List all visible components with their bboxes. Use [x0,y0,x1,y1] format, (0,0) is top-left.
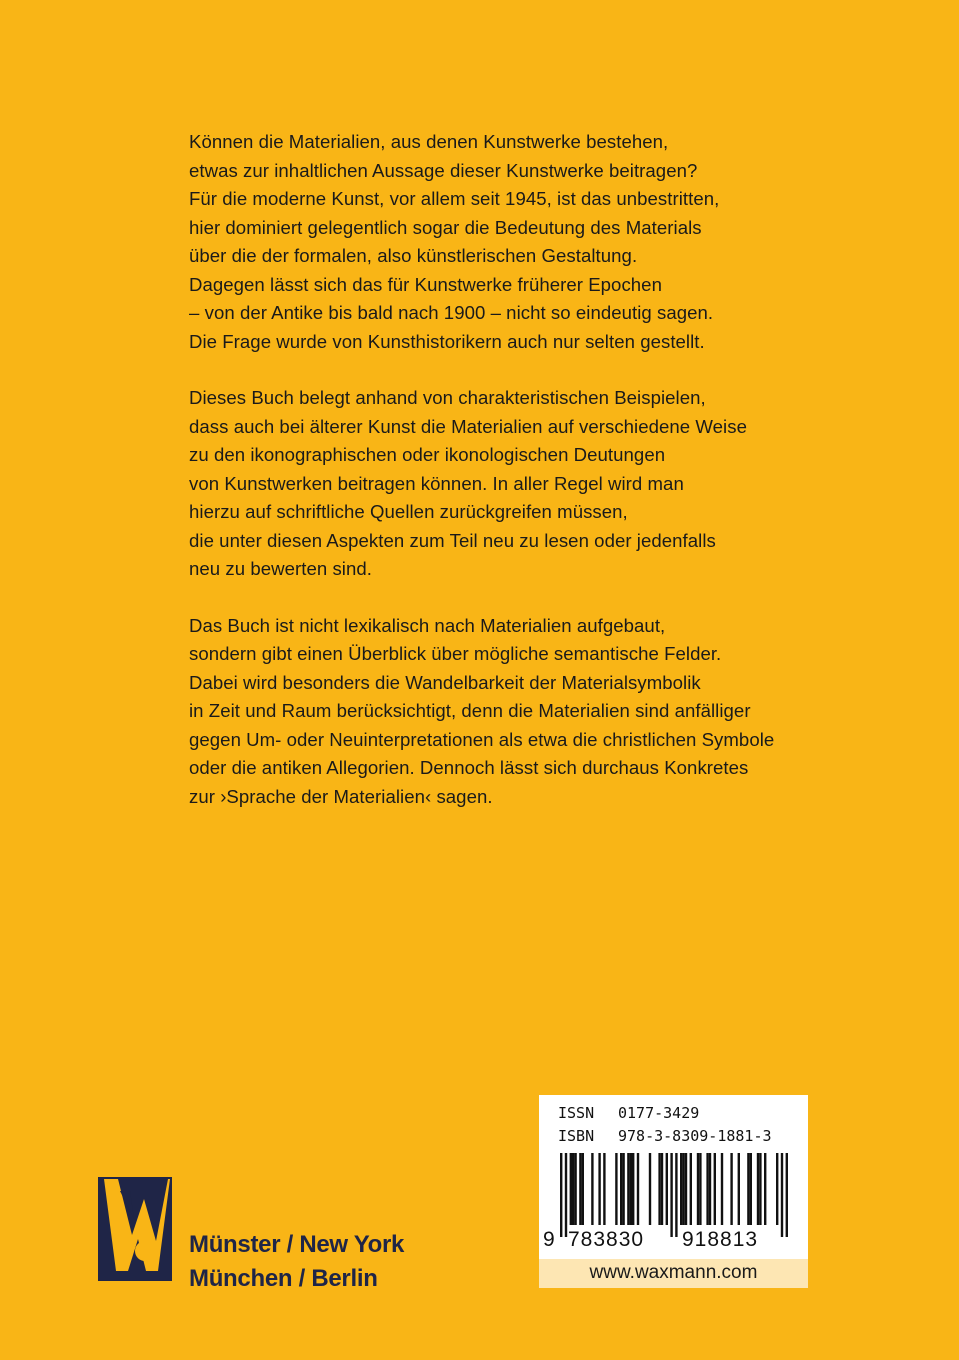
blurb-line: Die Frage wurde von Kunsthistorikern auch nur selten gestellt. [189,330,705,352]
barcode-bar [764,1153,766,1225]
barcode-bar [582,1153,584,1225]
barcode-bar [627,1153,629,1225]
barcode-bar [738,1153,740,1225]
publisher-cities [189,1228,404,1296]
barcode-bar [620,1153,622,1225]
blurb-line: neu zu bewerten sind. [189,558,372,579]
publisher-city-line-1: Münster / New York [189,1231,405,1258]
blurb-paragraph-3 [189,612,829,812]
barcode-bar [685,1153,687,1225]
barcode-bar [759,1153,761,1225]
blurb-line: die unter diesen Aspekten zum Teil neu zu lesen oder jedenfalls [189,529,716,551]
barcode-bar [579,1153,581,1225]
barcode-bar [637,1153,639,1225]
publisher-url: www.waxmann.com [539,1259,808,1288]
barcode-bar [690,1153,692,1225]
barcode-bar [658,1153,660,1225]
barcode-guard-bar [675,1153,677,1237]
barcode-bar [649,1153,651,1225]
barcode-bar [591,1153,593,1225]
barcode-bar [603,1153,605,1225]
blurb-line: von Kunstwerken beitragen können. In aller Regel wird man [189,472,684,494]
issn-line [558,1104,699,1122]
barcode-bar [697,1153,699,1225]
barcode-lead-digit: 9 [543,1228,556,1251]
barcode-bar [572,1153,574,1225]
blurb-line: sondern gibt einen Überblick über mögliche semantische Felder. [189,643,722,664]
back-cover-blurb [189,128,829,839]
barcode-bar [747,1153,749,1225]
barcode-bar [661,1153,663,1225]
barcode-bar [730,1153,732,1225]
blurb-line: oder die antiken Allegorien. Dennoch lässt sich durchaus Konkretes [189,757,749,778]
barcode-digit-group-1: 783830 [568,1228,645,1251]
blurb-line: in Zeit und Raum berücksichtigt, denn die Materialien sind anfälliger [189,700,751,721]
blurb-line: Für die moderne Kunst, vor allem seit 1945, ist das unbestritten, [189,188,720,209]
blurb-line: zu den ikonographischen oder ikonologischen Deutungen [189,444,666,465]
blurb-line: Das Buch ist nicht lexikalisch nach Materialien aufgebaut, [189,614,666,636]
barcode-bar [682,1153,684,1225]
barcode-bar [622,1153,624,1225]
barcode-bar [699,1153,701,1225]
blurb-line: dass auch bei älterer Kunst die Materialien auf verschiedene Weise [189,415,747,437]
isbn-label: ISBN [558,1127,595,1145]
barcode-bar [615,1153,617,1225]
barcode-bar [666,1153,668,1225]
barcode-bar [714,1153,716,1225]
blurb-line: Dagegen lässt sich das für Kunstwerke früherer Epochen [189,273,662,295]
issn-value: 0177-3429 [618,1104,700,1122]
barcode-bar [598,1153,600,1225]
barcode-guard-bar [560,1153,562,1237]
isbn-barcode [554,1153,794,1237]
blurb-line: Dieses Buch belegt anhand von charakteristischen Beispielen, [189,387,706,408]
barcode-bar [709,1153,711,1225]
barcode-digit-group-2: 918813 [682,1228,759,1251]
blurb-line: Können die Materialien, aus denen Kunstwerke bestehen, [189,131,669,152]
barcode-guard-bar [781,1153,783,1237]
barcode-bar [570,1153,572,1225]
blurb-line: – von der Antike bis bald nach 1900 – nicht so eindeutig sagen. [189,302,714,323]
barcode-bar [721,1153,723,1225]
blurb-line: Dabei wird besonders die Wandelbarkeit der Materialsymbolik [189,671,701,693]
barcode-guard-bar [565,1153,567,1237]
blurb-line: gegen Um- oder Neuinterpretationen als etwa die christlichen Symbole [189,728,775,750]
barcode-bar [757,1153,759,1225]
blurb-line: etwas zur inhaltlichen Aussage dieser Kunstwerke beitragen? [189,159,698,181]
publisher-city-line-2: München / Berlin [189,1265,378,1292]
barcode-guard-bar [670,1153,672,1237]
waxmann-w-logo-icon [98,1177,172,1281]
barcode-bar [630,1153,632,1225]
isbn-line [558,1127,772,1145]
barcode-bar [632,1153,634,1225]
barcode-bar [574,1153,576,1225]
blurb-line: hier dominiert gelegentlich sogar die Bedeutung des Materials [189,216,702,238]
barcode-bar [776,1153,778,1225]
blurb-line: zur ›Sprache der Materialien‹ sagen. [189,785,493,807]
barcode-bar [706,1153,708,1225]
isbn-value: 978-3-8309-1881-3 [618,1127,772,1145]
blurb-paragraph-1 [189,128,829,356]
barcode-bar [750,1153,752,1225]
issn-label: ISSN [558,1104,595,1122]
blurb-line: hierzu auf schriftliche Quellen zurückgreifen müssen, [189,501,628,522]
blurb-line: über die der formalen, also künstlerischen Gestaltung. [189,245,638,266]
barcode-bar [680,1153,682,1225]
blurb-paragraph-2 [189,384,829,584]
barcode-guard-bar [786,1153,788,1237]
barcode-panel [539,1095,808,1259]
